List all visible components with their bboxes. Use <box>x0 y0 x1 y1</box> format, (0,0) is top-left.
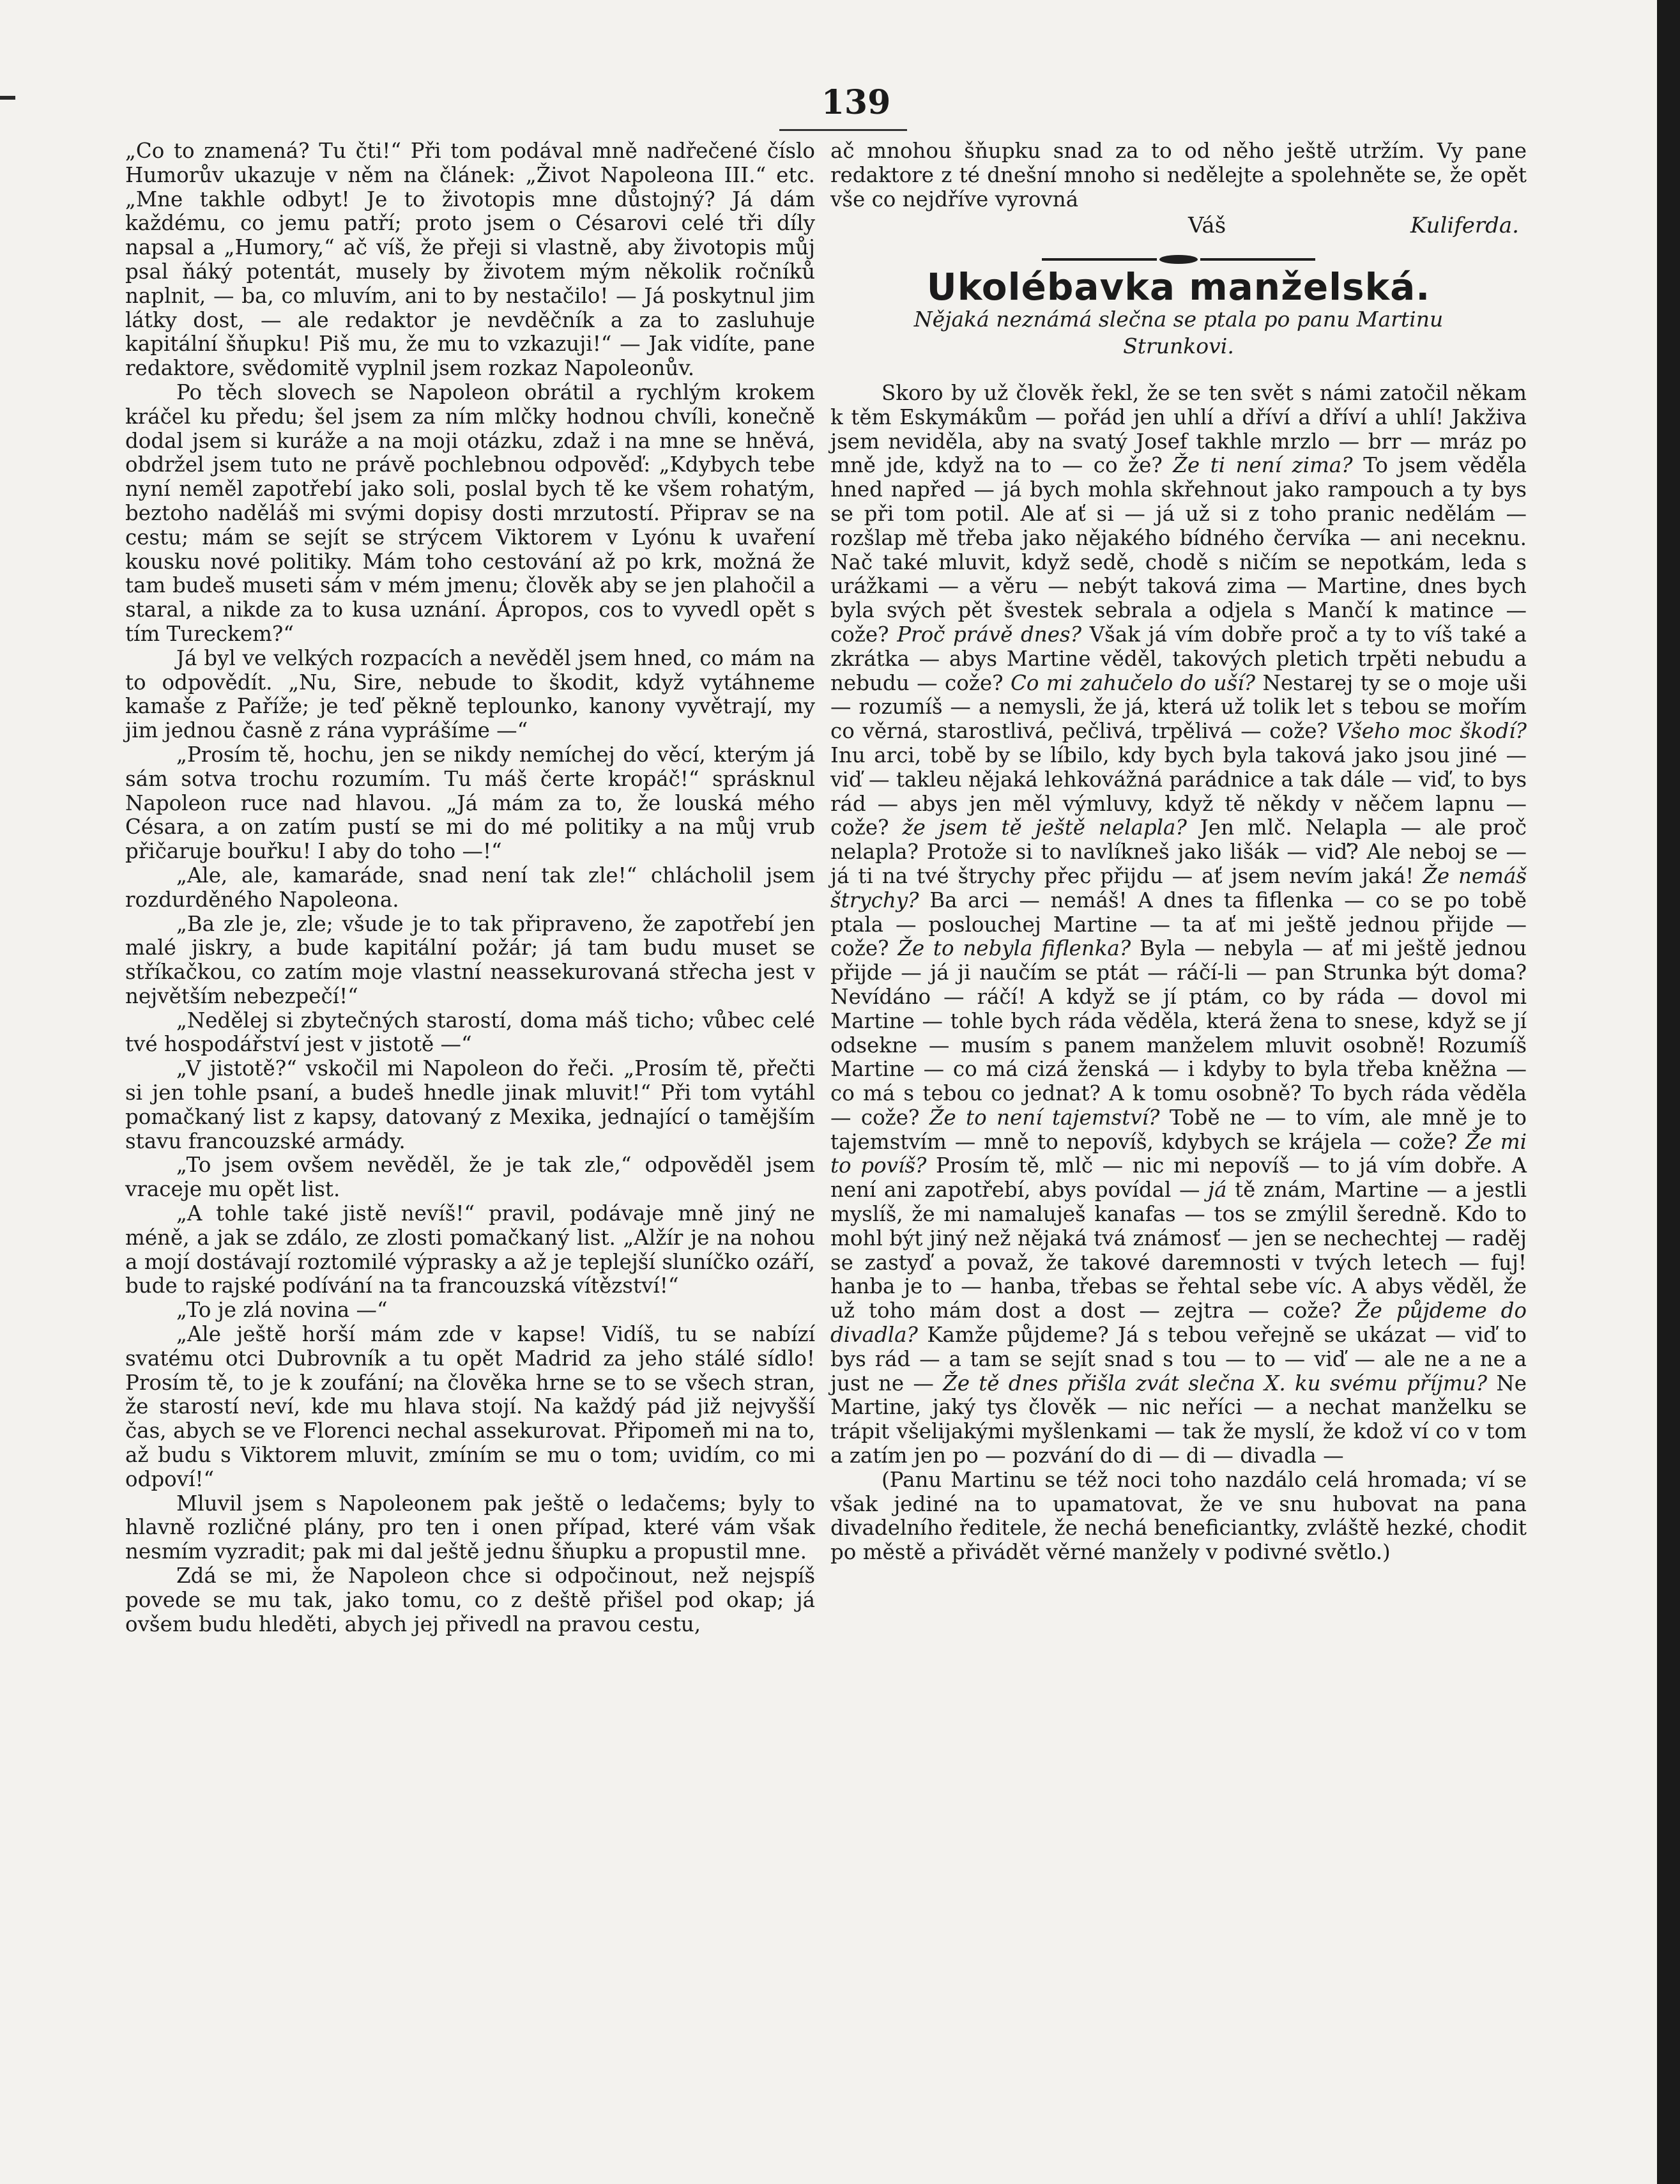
paragraph: Já byl ve velkých rozpacích a nevěděl jsem hned, co mám na to odpovědít. „Nu, Sire, nebude to škodit, když vytáhneme kamaše z Paříže; je teď pěkně teplounko, kanony vyvětrají, my jim jednou časně z rána vyprášíme —“ <box>125 645 815 743</box>
italic-run: Co mi zahučelo do uší? <box>1011 670 1256 695</box>
paragraph: „Nedělej si zbytečných starostí, doma máš ticho; vůbec celé tvé hospodářství jest v jistotě —“ <box>125 1008 815 1057</box>
article-body <box>830 381 1527 1468</box>
right-column <box>830 139 1527 1565</box>
left-column <box>125 139 815 1636</box>
italic-run: Že to nebyla fiflenka? <box>897 936 1131 961</box>
italic-run: Všeho moc škodí? <box>1336 719 1527 744</box>
text-run: Byla — nebyla — ať mi ještě jednou přijde — já ji naučím se ptát — ráčí-li — pan Strunka být doma? Nevídáno — ráčí! A když se jí ptám, co by ráda — dovol mi Martine — tohle bych ráda věděla, která žena to snese, když se jí odsekne — musím s panem manželem mluvit osobně! Rozumíš Martine — co má cizá ženská — i kdyby to byla třeba kněžna — co má s tebou co jednat? A k tomu osobně? To bych ráda věděla — cože? <box>830 936 1527 1130</box>
italic-run: Že mi to povíš? <box>830 1129 1527 1178</box>
text-run: Inu arci, tobě by se líbilo, kdy bych byla taková jako jsou jiné — viď — takleu nějaká lehkovážná parádnice a tak dále — viď, to bys rád — abys jen měl výmluvy, když tě někdy v něčem lapnu — cože? <box>830 742 1527 840</box>
paragraph: „Ale, ale, kamaráde, snad není tak zle!“ chlácholil jsem rozdurděného Napoleona. <box>125 863 815 912</box>
scan-edge-mark <box>0 96 15 100</box>
paragraph: „Prosím tě, hochu, jen se nikdy nemíchej do věcí, kterým já sám sotva trochu rozumím. Tu máš čerte kropáč!“ sprásknul Napoleon ruce nad hlavou. „Já mám za to, že louská mého Césara, a on zatím pustí se mi do mé politiky a na můj vrub přičaruje bouřku! I aby do toho —!“ <box>125 742 815 864</box>
paragraph: „Ba zle je, zle; všude je to tak připraveno, že zapotřebí jen malé jiskry, a bude kapitální požár; já tam budu muset se stříkačkou, co zatím moje vlastní neassekurovaná střecha jest v největším nebezpečí!“ <box>125 911 815 1008</box>
italic-run: Že to není tajemství? <box>929 1105 1160 1130</box>
scan-edge-right <box>1657 0 1680 2184</box>
text-run: Nestarej ty se o moje uši — rozumíš — a nemysli, že já, která už tolik let s tebou se mořím co věrná, starostlivá, pečlivá, trpělivá — cože? <box>830 670 1527 744</box>
signoff-author: Kuliferda. <box>1410 213 1519 239</box>
section-divider-ornament <box>830 255 1527 264</box>
italic-run: že jsem tě ještě nelapla? <box>902 815 1187 840</box>
divider-ornament-center <box>1159 255 1198 264</box>
text-run: Prosím tě, mlč — nic mi nepovíš — to já vím dobře. A není ani zapotřebí, abys povídal — <box>830 1153 1527 1203</box>
text-run: Však já vím dobře proč a ty to víš také a zkrátka — abys Martine věděl, takových pletich trpěti nebudu a nebudu — cože? <box>830 622 1527 695</box>
italic-run: Že tě dnes přišla zvát slečna X. ku svému příjmu? <box>943 1371 1488 1396</box>
text-run: Jen mlč. Nelapla — ale proč nelapla? Protože si to navlíkneš jako lišák — viď? Ale neboj se — já ti na tvé štrychy přec přijdu — ať jsem nevím jaká! <box>830 815 1527 888</box>
page-number: 139 <box>821 83 891 122</box>
paragraph: „V jistotě?“ vskočil mi Napoleon do řeči. „Prosím tě, přečti si jen tohle psaní, a budeš hnedle jinak mluvit!“ Při tom vytáhl pomačkaný list z kapsy, datovaný z Mexika, jednající o tamějším stavu francouzské armády. <box>125 1056 815 1153</box>
paragraph: Po těch slovech se Napoleon obrátil a rychlým krokem kráčel ku předu; šel jsem za ním mlčky hodnou chvíli, konečně dodal jsem si kuráže a na moji otázku, zdaž i na mne se hněvá, obdržel jsem tuto ne právě pochlebnou odpověď: „Kdybych tebe nyní neměl zapotřebí jako soli, poslal bych tě ke všem rohatým, beztoho naděláš mi svými dopisy dosti mrzutostí. Připrav se na cestu; mám se sejít se strýcem Viktorem v Lyónu k uvaření kousku nové politiky. Mám toho cestování až po krk, možná že tam budeš museti sám v mém jmenu; člověk aby se jen plahočil a staral, a nikde za to kusa uznání. Ápropos, cos to vyvedl opět s tím Tureckem?“ <box>125 380 815 646</box>
divider-line-left <box>1042 258 1157 261</box>
page-number-rule <box>779 129 907 131</box>
signoff-closing: Váš <box>1188 213 1226 239</box>
paragraph: ač mnohou šňupku snad za to od něho ještě utržím. Vy pane redaktore z té dnešní mnoho si nedělejte a spolehněte se, že opět vše co nejdříve vyrovná <box>830 139 1527 211</box>
text-run: Ne Martine, jaký tys člověk — nic neříci — a nechat manželku se trápit všelijakými myšlenkami — tak že myslí, že kdož ví co v tom a zatím jen po — pozvání do di — di — divadla — <box>830 1371 1527 1468</box>
article-closing-note: (Panu Martinu se též noci toho nazdálo celá hromada; ví se však jediné na to upamatovat, že ve snu hubovat na pana divadelního ředitele, že nechá beneficiantky, zvláště hezké, chodit po městě a přivádět věrné manžely v podivné světlo.) <box>830 1467 1527 1565</box>
paragraph: „To jsem ovšem nevěděl, že je tak zle,“ odpověděl jsem vraceje mu opět list. <box>125 1153 815 1202</box>
text-run: tě znám, Martine — a jestli myslíš, že mi namaluješ kanafas — tos se zmýlil šeredně. Kdo to mohl být jiný než nějaká tvá známosť — jen se nechechtej — raděj se zastyď a považ, že takové daremnosti v tvých letech — fuj! hanba je to — hanba, třebas se řehtal sebe víc. A abys věděl, že už toho mám dost a dost — zejtra — cože? <box>830 1178 1527 1323</box>
italic-run: Že nemáš štrychy? <box>830 863 1527 912</box>
text-run: Tobě ne — to vím, ale mně je to tajemstvím — mně to nepovíš, kdybych se krájela — cože? <box>830 1105 1527 1154</box>
article-title: Ukolébavka manželská. <box>926 265 1431 309</box>
text-run: Ba arci — nemáš! A dnes ta fiflenka — co se po tobě ptala — poslouchej Martine — ta ať mi ještě jednou přijde — cože? <box>830 888 1527 961</box>
paragraph: Zdá se mi, že Napoleon chce si odpočinout, než nejspíš povede se mu tak, jako tomu, co z deště přišel pod okap; já ovšem budu hleděti, abych jej přivedl na pravou cestu, <box>125 1564 815 1636</box>
text-run: To jsem věděla hned napřed — já bych mohla skřehnout jako rampouch a ty bys se při tom potil. Ale ať si — já už si z toho pranic nedělám — rozšlap mě třeba jako nějakého bídného červíka — ani neceknu. Nač také mluvit, když sedě, chodě s ničím se nepotkám, leda s urážkami — a věru — nebýt taková zima — Martine, dnes bych byla svých pět švestek sebrala a odjela s Mančí k matince — cože? <box>830 453 1527 647</box>
article-subtitle: Nějaká neznámá slečna se ptala po panu Martinu Strunkovi. <box>913 306 1444 358</box>
divider-line-right <box>1200 258 1315 261</box>
text-run: Kamže půjdeme? Já s tebou veřejně se ukázat — viď to bys rád — a tam se sejít snad s tou — to — viď — ale ne a ne a just ne — <box>830 1323 1527 1396</box>
text-run: Skoro by už člověk řekl, že se ten svět s námi zatočil někam k těm Eskymákům — pořád jen uhlí a dříví a dříví a uhlí! Jakživa jsem neviděla, aby na svatý Josef takhle mrzlo — brr — mráz po mně jde, když na to — co že? <box>830 380 1527 478</box>
italic-run: Že půjdeme do divadla? <box>830 1298 1527 1348</box>
italic-run: já <box>1208 1178 1227 1203</box>
paragraph: „To je zlá novina —“ <box>176 1298 388 1323</box>
paragraph: Mluvil jsem s Napoleonem pak ještě o ledačems; byly to hlavně rozličné plány, pro ten i onen případ, které vám však nesmím vyzradit; pak mi dal ještě jednu šňupku a propustil mne. <box>125 1491 815 1564</box>
italic-run: Že ti není zima? <box>1173 453 1353 478</box>
italic-run: Proč právě dnes? <box>897 622 1082 647</box>
paragraph: „A tohle také jistě nevíš!“ pravil, podávaje mně jiný ne méně, a jak se zdálo, ze zlosti pomačkaný list. „Alžír je na nohou a mojí dostávají roztomilé výprasky a až je teplejší sluníčko ozáří, bude to rajské podívání na ta francouzská vítězství!“ <box>125 1201 815 1298</box>
paragraph: „Ale ještě horší mám zde v kapse! Vidíš, tu se nabízí svatému otci Dubrovník a tu opět Madrid za jeho stálé sídlo! Prosím tě, to je k zoufání; na člověka hrne se to se všech stran, že starostí neví, kde mu hlava stojí. Na každý pád již nejvyšší čas, abych se ve Florenci nechal assekurovat. Připomeň mi na to, až budu s Viktorem mluvit, zmíním se mu o tom; uvidím, co mi odpoví!“ <box>125 1322 815 1491</box>
paragraph: „Co to znamená? Tu čti!“ Při tom podával mně nadřečené číslo Humorův ukazuje v něm na článek: „Život Napoleona III.“ etc. „Mne takhle odbyt! Je to životopis mne důstojný? Já dám každému, co jemu patří; proto jsem o Césarovi celé tři díly napsal a „Humory,“ ač víš, že přeji si vlastně, aby životopis můj psal ňáký potentát, musely by životem mým několik ročníků naplnit, — ba, co mluvím, ani to by nestačilo! — Já poskytnul jim látky dost, — ale redaktor je nevděčník a za to zasluhuje kapitální šňupku! Piš mu, že mu to vzkazuji!“ — Jak vidíte, pane redaktore, svědomitě vyplnil jsem rozkaz Napoleonův. <box>125 139 815 381</box>
letter-signoff <box>830 214 1527 238</box>
